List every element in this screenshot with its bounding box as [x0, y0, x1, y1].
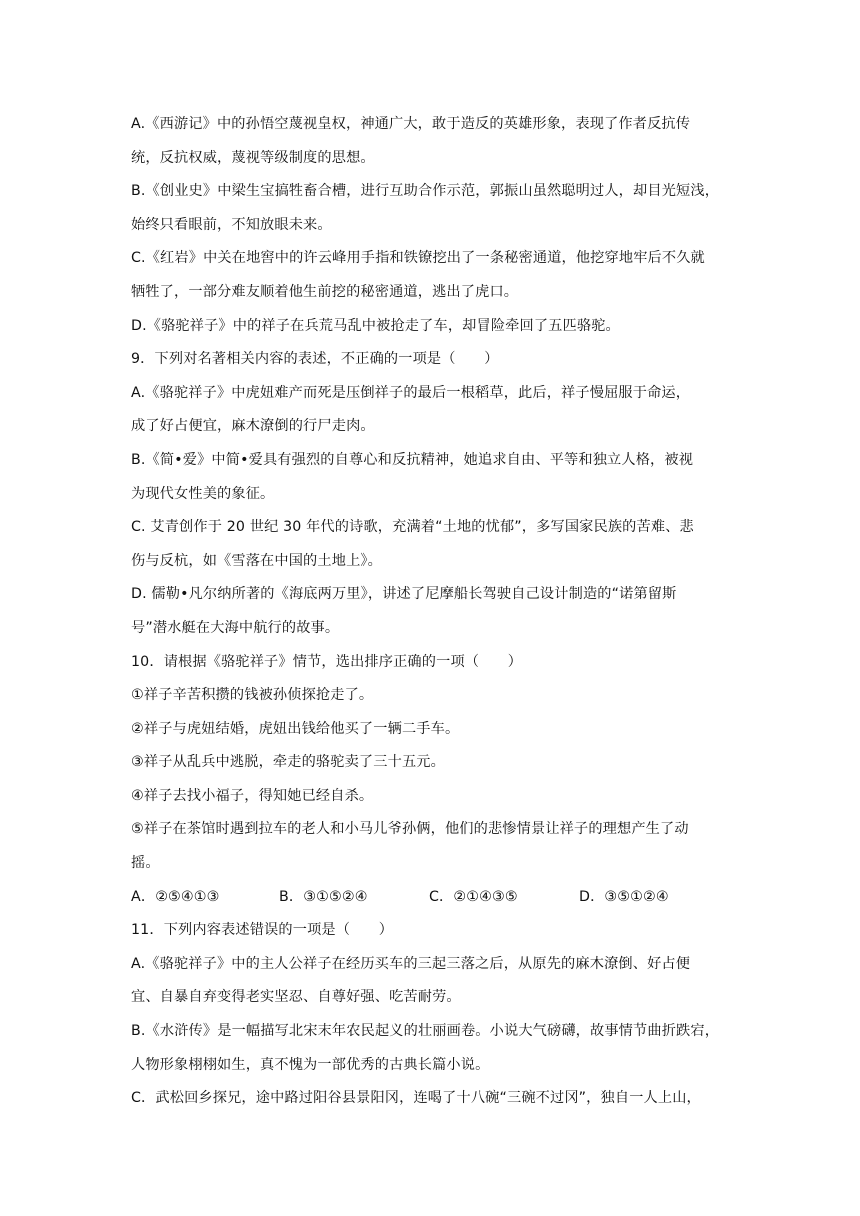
q8-option-c-line2: 牺牲了，一部分难友顺着他生前挖的秘密通道，逃出了虎口。 [131, 283, 519, 300]
q10-stem: 10．请根据《骆驼祥子》情节，选出排序正确的一项（ ） [131, 653, 523, 670]
q9-option-d-line2: 号”潜水艇在大海中航行的故事。 [131, 619, 340, 636]
q10-option-b: B．③①⑤②④ [279, 888, 368, 905]
q11-stem: 11．下列内容表述错误的一项是（ ） [131, 922, 394, 939]
q11-option-b-line1: B.《水浒传》是一幅描写北宋末年农民起义的壮丽画卷。小说大气磅礴，故事情节曲折跌宕， [131, 1023, 720, 1040]
q8-option-a-line1: A.《西游记》中的孙悟空蔑视皇权，神通广大，敢于造反的英雄形象，表现了作者反抗传 [131, 116, 691, 132]
q9-option-b-line1: B.《简•爱》中简•爱具有强烈的自尊心和反抗精神，她追求自由、平等和独立人格，被视 [131, 451, 694, 468]
q8-option-a-line2: 统，反抗权威，蔑视等级制度的思想。 [131, 149, 375, 166]
q9-option-b-line2: 为现代女性美的象征。 [131, 485, 275, 502]
q9-option-a-line2: 成了好占便宜，麻木潦倒的行尸走肉。 [131, 418, 375, 435]
q10-option-c: C．②①④③⑤ [429, 888, 518, 905]
document-body [131, 108, 731, 1116]
q11-option-b-line2: 人物形象栩栩如生，真不愧为一部优秀的古典长篇小说。 [131, 1056, 490, 1073]
q9-stem: 9．下列对名著相关内容的表述，不正确的一项是（ ） [131, 351, 499, 368]
q10-option-d: D．③⑤①②④ [579, 888, 669, 905]
q10-options-row [131, 881, 731, 915]
q9-option-d-line1: D. 儒勒•凡尔纳所著的《海底两万里》，讲述了尼摩船长驾驶自己设计制造的“诺第留斯 [131, 586, 677, 603]
q10-option-a: A．②⑤④①③ [131, 888, 220, 905]
q10-event-5-line1: ⑤祥子在茶馆时遇到拉车的老人和小马儿爷孙俩，他们的悲惨情景让祥子的理想产生了动 [131, 821, 689, 838]
q11-option-a-line2: 宜、自暴自弃变得老实坚忍、自尊好强、吃苦耐劳。 [131, 989, 461, 1006]
q11-option-c-line1: C．武松回乡探兄，途中路过阳谷县景阳冈，连喝了十八碗“三碗不过冈”，独自一人上山， [131, 1090, 701, 1107]
q8-option-d: D.《骆驼祥子》中的祥子在兵荒马乱中被抢走了车，却冒险牵回了五匹骆驼。 [131, 317, 620, 334]
q10-event-5-line2: 摇。 [131, 855, 160, 872]
q10-event-3: ③祥子从乱兵中逃脱，牵走的骆驼卖了三十五元。 [131, 754, 445, 771]
q10-event-1: ①祥子辛苦积攒的钱被孙侦探抢走了。 [131, 687, 374, 704]
q8-option-b-line2: 始终只看眼前，不知放眼未来。 [131, 216, 332, 233]
q9-option-a-line1: A.《骆驼祥子》中虎妞难产而死是压倒祥子的最后一根稻草，此后，祥子慢屈服于命运， [131, 384, 691, 401]
q9-option-c-line2: 伤与反杭，如《雪落在中国的土地上》。 [131, 552, 382, 569]
q8-option-c-line1: C.《红岩》中关在地窖中的许云峰用手指和铁镣挖出了一条秘密通道，他挖穿地牢后不久就 [131, 250, 705, 267]
q10-event-2: ②祥子与虎妞结婚，虎妞出钱给他买了一辆二手车。 [131, 720, 460, 737]
q8-option-b-line1: B.《创业史》中梁生宝搞牲畜合槽，进行互助合作示范，郭振山虽然聪明过人，却目光短浅， [131, 183, 720, 200]
q10-event-4: ④祥子去找小福子，得知她已经自杀。 [131, 787, 374, 804]
q9-option-c-line1: C. 艾青创作于 20 世纪 30 年代的诗歌，充满着“土地的忧郁”，多写国家民族的苦难、悲 [131, 519, 694, 536]
q11-option-a-line1: A.《骆驼祥子》中的主人公祥子在经历买车的三起三落之后，从原先的麻木潦倒、好占便 [131, 955, 691, 972]
